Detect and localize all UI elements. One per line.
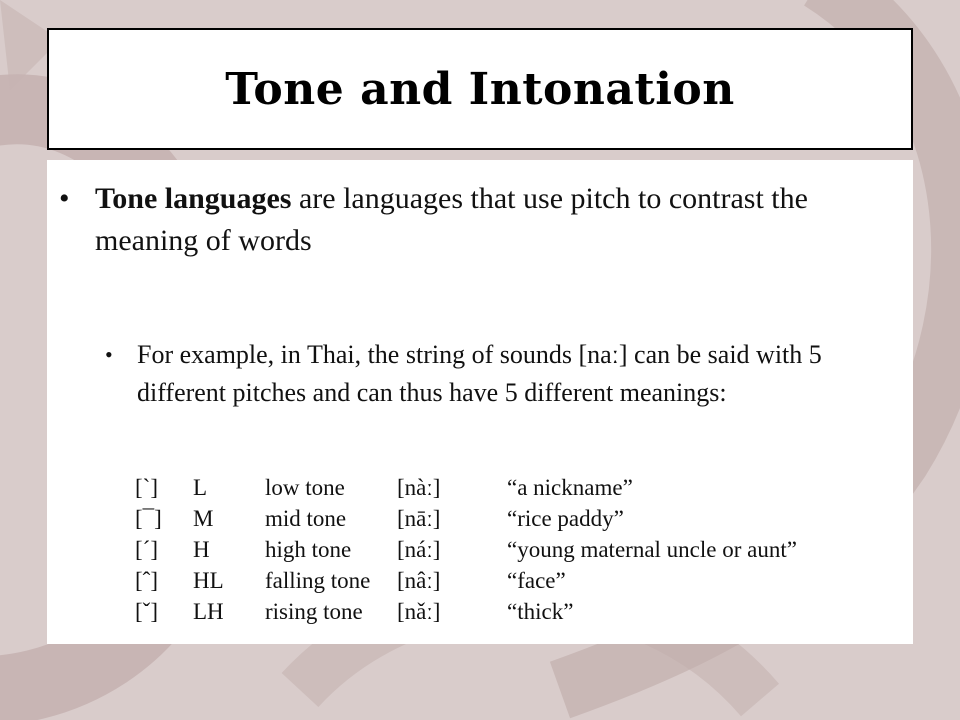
title-box bbox=[47, 28, 913, 150]
tone-ipa: [náː] bbox=[397, 537, 441, 562]
tone-mark: [¯] bbox=[135, 506, 162, 531]
tone-meaning: “face” bbox=[507, 568, 566, 593]
tone-name: high tone bbox=[265, 537, 352, 562]
tone-meaning: “a nickname” bbox=[507, 475, 633, 500]
table-row bbox=[127, 596, 879, 627]
tone-meaning: “rice paddy” bbox=[507, 506, 624, 531]
tone-mark: [`] bbox=[135, 475, 158, 500]
tone-abbr: M bbox=[193, 506, 214, 531]
tone-table bbox=[127, 472, 879, 642]
tone-name: mid tone bbox=[265, 506, 347, 531]
sub-bullet-icon: • bbox=[105, 342, 113, 367]
slide-title: Tone and Intonation bbox=[225, 63, 735, 115]
tone-ipa: [nǎː] bbox=[397, 599, 441, 624]
sub-bullet-text: For example, in Thai, the string of sounds [naː] can be said with 5 different pitches and can thus have 5 different meanings: bbox=[137, 340, 822, 407]
tone-meaning: “thick” bbox=[507, 599, 574, 624]
bold-term: Tone languages bbox=[95, 182, 292, 215]
bullet-rest: are languages that use pitch to contrast the meaning of words bbox=[95, 182, 808, 257]
table-row bbox=[127, 503, 879, 534]
tone-mark: [´] bbox=[135, 537, 158, 562]
bullet-thai-example bbox=[105, 336, 905, 412]
bullet-text bbox=[59, 178, 899, 262]
tone-ipa: [nāː] bbox=[397, 506, 441, 531]
tone-name: rising tone bbox=[265, 599, 363, 624]
bullet-icon: • bbox=[59, 182, 70, 215]
content-panel bbox=[47, 160, 913, 644]
tone-name: low tone bbox=[265, 475, 345, 500]
tone-ipa: [nâː] bbox=[397, 568, 441, 593]
tone-ipa: [nàː] bbox=[397, 475, 441, 500]
tone-abbr: L bbox=[193, 475, 208, 500]
tone-abbr: LH bbox=[193, 599, 224, 624]
tone-abbr: HL bbox=[193, 568, 224, 593]
tone-meaning: “young maternal uncle or aunt” bbox=[507, 537, 797, 562]
tone-mark: [ˆ] bbox=[135, 568, 158, 593]
bullet-tone-languages bbox=[59, 178, 899, 262]
tone-name: falling tone bbox=[265, 568, 371, 593]
tone-mark: [ˇ] bbox=[135, 599, 158, 624]
tone-abbr: H bbox=[193, 537, 210, 562]
table-row bbox=[127, 565, 879, 596]
table-row bbox=[127, 534, 879, 565]
table-row bbox=[127, 472, 879, 503]
